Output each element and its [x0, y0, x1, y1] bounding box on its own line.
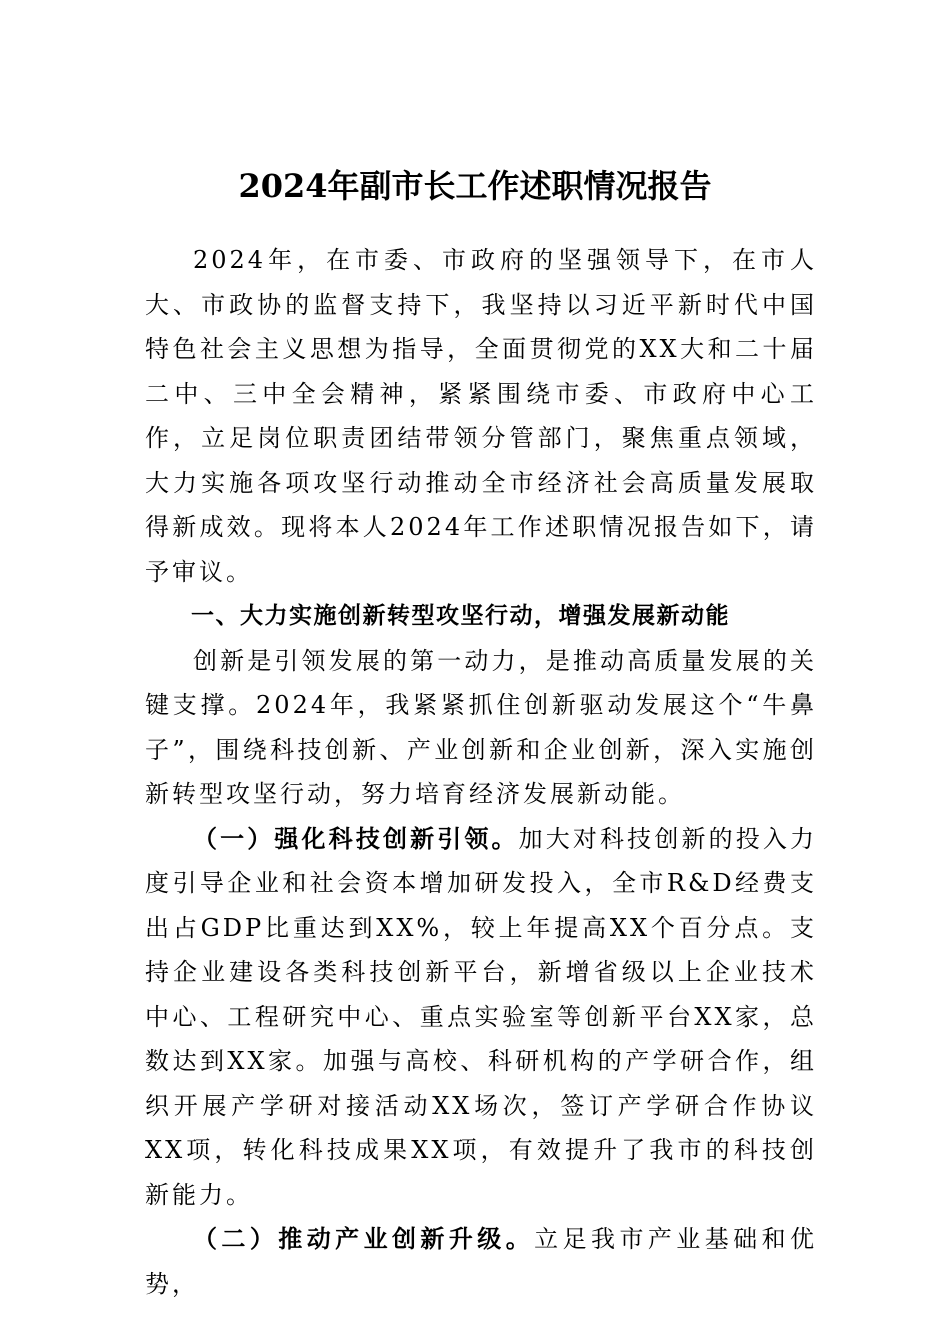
subsection-1-heading: （一）强化科技创新引领。 [193, 823, 519, 853]
subsection-1-paragraph [145, 817, 817, 1218]
subsection-1-text: 加大对科技创新的投入力度引导企业和社会资本增加研发投入，全市R&D经费支出占GDP比重达到XX%，较上年提高XX个百分点。支持企业建设各类科技创新平台，新增省级以上企业技术中心、工程研究中心、重点实验室等创新平台XX家，总数达到XX家。加强与高校、科研机构的产学研合作，组织开展产学研对接活动XX场次，签订产学研合作协议XX项，转化科技成果XX项，有效提升了我市的科技创新能力。 [145, 824, 818, 1209]
section-1-paragraph: 创新是引领发展的第一动力，是推动高质量发展的关键支撑。2024年，我紧紧抓住创新驱动发展这个“牛鼻子”，围绕科技创新、产业创新和企业创新，深入实施创新转型攻坚行动，努力培育经济发展新动能。 [145, 646, 817, 808]
subsection-2-heading: （二）推动产业创新升级。 [193, 1224, 535, 1253]
subsection-2-paragraph [145, 1217, 817, 1306]
intro-paragraph: 2024年，在市委、市政府的坚强领导下，在市人大、市政协的监督支持下，我坚持以习近平新时代中国特色社会主义思想为指导，全面贯彻党的XX大和二十届二中、三中全会精神，紧紧围绕市委、市政府中心工作，立足岗位职责团结带领分管部门，聚焦重点领域，大力实施各项攻坚行动推动全市经济社会高质量发展取得新成效。现将本人2024年工作述职情况报告如下，请予审议。 [145, 246, 817, 586]
document-body [145, 238, 817, 1306]
section-1-heading: 一、大力实施创新转型攻坚行动，增强发展新动能 [191, 603, 730, 629]
document-title: 2024年副市长工作述职情况报告 [238, 167, 712, 205]
subsection-2-text: 立足我市产业基础和优势， [145, 1225, 818, 1298]
